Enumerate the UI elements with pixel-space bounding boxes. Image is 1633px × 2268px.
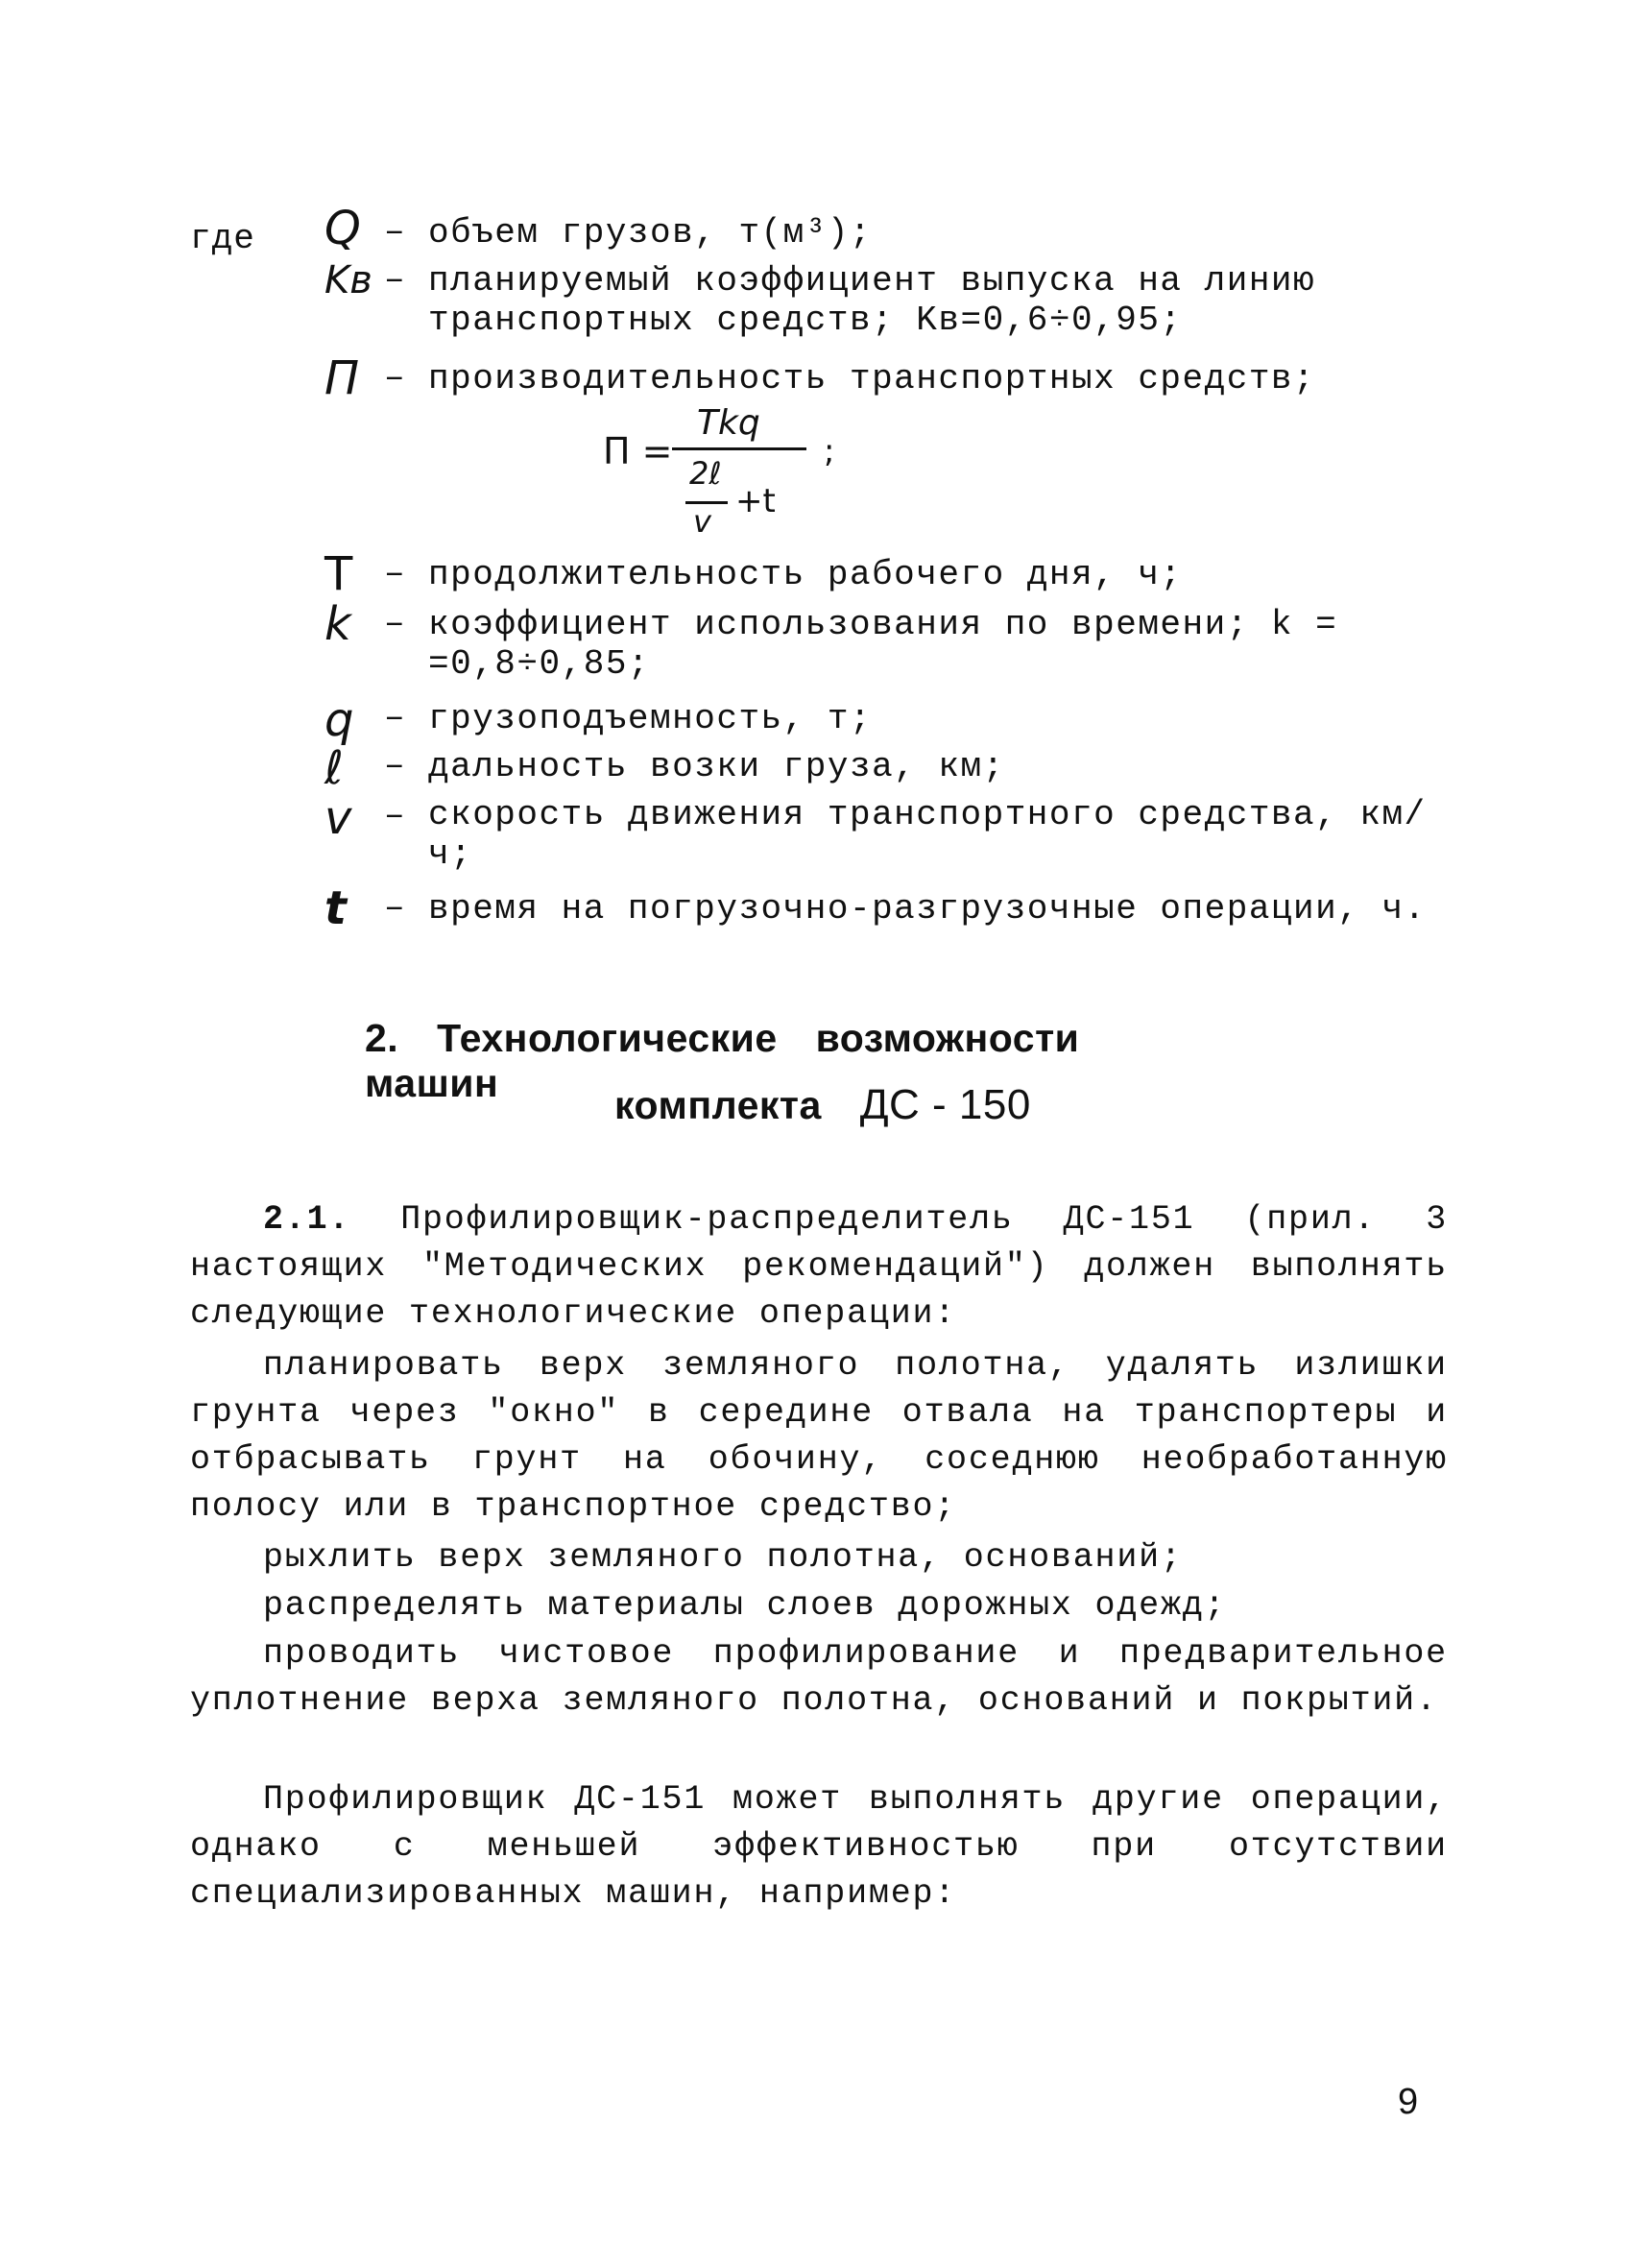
paragraph-text: проводить чистовое профилирование и предварительное уплотнение верха земляного полотна, оснований и покрытий. bbox=[190, 1634, 1448, 1720]
heading-word: машин bbox=[365, 1061, 499, 1105]
formula-lhs: П = bbox=[603, 430, 673, 472]
heading-machine-code: ДС - 150 bbox=[859, 1081, 1031, 1128]
definition-symbol: ℓ bbox=[324, 741, 344, 795]
page-number: 9 bbox=[1398, 2082, 1419, 2122]
definition-dash: – bbox=[384, 796, 405, 835]
paragraph bbox=[190, 1776, 1448, 1918]
productivity-formula bbox=[603, 403, 853, 538]
formula-numerator: Tkq bbox=[697, 403, 760, 443]
definition-text: продолжительность рабочего дня, ч; bbox=[428, 555, 1183, 594]
definition-symbol: q bbox=[324, 693, 354, 747]
paragraph bbox=[190, 1342, 1448, 1531]
paragraph bbox=[190, 1630, 1448, 1725]
paragraph-text: рыхлить верх земляного полотна, оснований; bbox=[263, 1538, 1183, 1577]
definition-symbol: Q bbox=[324, 202, 361, 255]
definition-text: грузоподъемность, т; bbox=[428, 699, 873, 738]
paragraph-number: 2.1. bbox=[263, 1200, 351, 1239]
paragraph-text: Профилировщик-распределитель ДС-151 (прил. 3 настоящих "Методических рекомендаций") должен выполнять следующие технологические операции: bbox=[190, 1200, 1448, 1333]
definition-dash: – bbox=[384, 358, 405, 398]
definition-dash: – bbox=[384, 260, 405, 300]
definition-symbol: Kв bbox=[324, 258, 372, 302]
formula-denominator-top: 2ℓ bbox=[689, 455, 722, 492]
definition-text: производительность транспортных средств; bbox=[428, 359, 1316, 398]
formula-plus-term: +t bbox=[735, 482, 776, 520]
paragraph bbox=[190, 1534, 1448, 1581]
definition-dash: – bbox=[384, 554, 405, 593]
formula-denominator-bottom: v bbox=[693, 503, 711, 540]
definition-dash: – bbox=[384, 698, 405, 737]
heading-word: Технологические bbox=[437, 1016, 778, 1060]
paragraph-2-1 bbox=[190, 1196, 1448, 1338]
paragraph-text: Профилировщик ДС-151 может выполнять другие операции, однако с меньшей эффективностью при отсутствии специализированных машин, например: bbox=[190, 1780, 1448, 1913]
section-heading-line-2 bbox=[614, 1081, 1526, 1129]
formula-semicolon: ; bbox=[824, 432, 835, 470]
definition-dash: – bbox=[384, 888, 405, 928]
definition-text: скорость движения транспортного средства, км/ч; bbox=[428, 795, 1427, 874]
definition-text: планируемый коэффициент выпуска на линию транспортных средств; Kв=0,6÷0,95; bbox=[428, 261, 1316, 340]
definition-dash: – bbox=[384, 746, 405, 785]
definition-symbol: T bbox=[324, 547, 353, 601]
definition-dash: – bbox=[384, 212, 405, 252]
definition-text: дальность возки груза, км; bbox=[428, 747, 1005, 786]
section-number: 2. bbox=[365, 1016, 399, 1060]
definition-symbol: П bbox=[324, 351, 360, 405]
heading-word: возможности bbox=[815, 1016, 1080, 1060]
heading-word: комплекта bbox=[614, 1083, 822, 1127]
lead-word: где bbox=[190, 219, 255, 258]
formula-fraction-bar bbox=[672, 447, 806, 450]
definition-dash: – bbox=[384, 604, 405, 643]
definition-text: коэффициент использования по времени; k = =0,8÷0,85; bbox=[428, 605, 1338, 684]
paragraph bbox=[190, 1582, 1448, 1629]
definition-text: время на погрузочно-разгрузочные операции, ч. bbox=[428, 889, 1427, 929]
definition-symbol: t bbox=[324, 881, 347, 935]
definition-symbol: k bbox=[324, 597, 351, 651]
paragraph-text: распределять материалы слоев дорожных одежд; bbox=[263, 1586, 1227, 1625]
definition-text: объем грузов, т(м³); bbox=[428, 213, 873, 253]
paragraph-text: планировать верх земляного полотна, удалять излишки грунта через "окно" в середине отвала на транспортеры и отбрасывать грунт на обочину, соседнюю необработанную полосу или в транспортное средство; bbox=[190, 1346, 1448, 1526]
definition-symbol: v bbox=[324, 791, 352, 845]
